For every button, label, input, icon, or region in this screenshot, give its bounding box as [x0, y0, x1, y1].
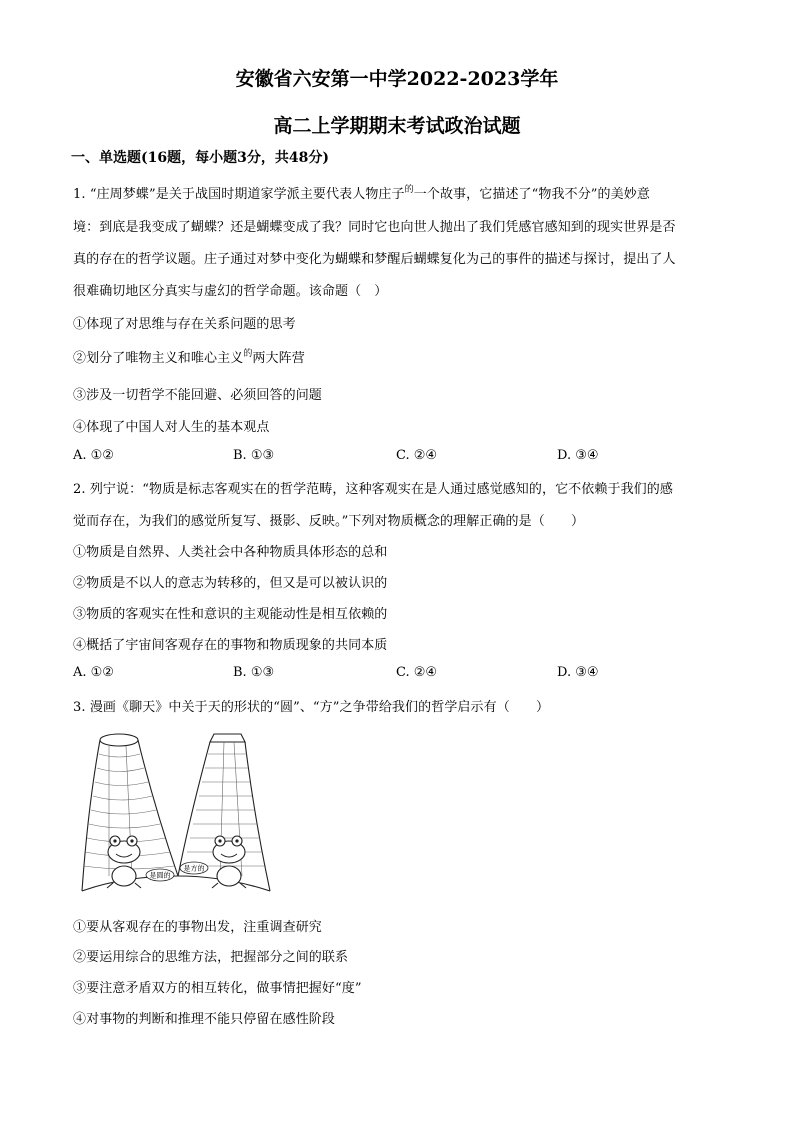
q2-statement-2: ②物质是不以人的意志为转移的，但又是可以被认识的 — [73, 576, 388, 591]
q1-option-c: C. ②④ — [396, 448, 438, 463]
page-title-line2: 高二上学期期末考试政治试题 — [273, 115, 521, 137]
right-speech-bubble: 是方的 — [183, 864, 205, 873]
q1-stem-text: 1. “庄周梦蝶”是关于战国时期道家学派主要代表人物庄子 — [73, 187, 405, 202]
q1-stem-line2: 境：到底是我变成了蝴蝶？还是蝴蝶变成了我？同时它也向世人抛出了我们凭感官感知到的现实世界是否 — [73, 220, 676, 235]
q1-stem-line1 — [73, 183, 650, 202]
q1-statement-2-text-cont: 两大阵营 — [252, 351, 305, 366]
q1-statement-2-text: ②划分了唯物主义和唯心主义 — [73, 351, 244, 366]
q1-option-b: B. ①③ — [233, 448, 275, 463]
q2-option-d: D. ③④ — [557, 665, 599, 680]
comic-chat-image — [74, 726, 274, 898]
q3-statement-2: ②要运用综合的思维方法，把握部分之间的联系 — [73, 950, 349, 965]
section-heading: 一、单选题(16题，每小题3分，共48分) — [71, 150, 329, 166]
q1-statement-3: ③涉及一切哲学不能回避、必须回答的问题 — [73, 388, 322, 403]
q2-option-c: C. ②④ — [396, 665, 438, 680]
q1-option-d: D. ③④ — [557, 448, 599, 463]
q1-statement-2-superscript: 的 — [243, 349, 253, 359]
q2-option-b: B. ①③ — [233, 665, 275, 680]
q1-statement-4: ④体现了中国人对人生的基本观点 — [73, 420, 270, 435]
q2-option-a: A. ①② — [73, 665, 114, 680]
q3-statement-3: ③要注意矛盾双方的相互转化，做事情把握好“度” — [73, 981, 362, 996]
q1-superscript: 的 — [404, 185, 414, 195]
q2-statement-3: ③物质的客观实在性和意识的主观能动性是相互依赖的 — [73, 607, 388, 622]
q1-stem-line3: 真的存在的哲学议题。庄子通过对梦中变化为蝴蝶和梦醒后蝴蝶复化为己的事件的描述与探讨，提出了人 — [73, 252, 676, 267]
q2-statement-1: ①物质是自然界、人类社会中各种物质具体形态的总和 — [73, 545, 388, 560]
q1-option-a: A. ①② — [73, 448, 114, 463]
q2-stem-line1: 2. 列宁说：“物质是标志客观实在的哲学范畴，这种客观实在是人通过感觉感知的，它不依赖于我们的感 — [73, 482, 673, 497]
q3-statement-1: ①要从客观存在的事物出发，注重调查研究 — [73, 920, 322, 935]
q3-stem-line1: 3. 漫画《聊天》中关于天的形状的“圆”、“方”之争带给我们的哲学启示有（ ） — [73, 700, 550, 715]
q3-statement-4: ④对事物的判断和推理不能只停留在感性阶段 — [73, 1012, 336, 1027]
q1-stem-line4: 很难确切地区分真实与虚幻的哲学命题。该命题（ ） — [73, 284, 388, 299]
page-title-line1: 安徽省六安第一中学2022-2023学年 — [235, 68, 559, 90]
q2-statement-4: ④概括了宇宙间客观存在的事物和物质现象的共同本质 — [73, 638, 388, 653]
left-speech-bubble: 是圆的 — [149, 871, 171, 880]
q1-statement-1: ①体现了对思维与存在关系问题的思考 — [73, 317, 296, 332]
q2-stem-line2: 觉而存在，为我们的感觉所复写、摄影、反映。”下列对物质概念的理解正确的是（ ） — [73, 514, 585, 529]
q1-statement-2 — [73, 347, 305, 366]
q1-stem-text-cont: 一个故事，它描述了“物我不分”的美妙意 — [413, 187, 650, 202]
